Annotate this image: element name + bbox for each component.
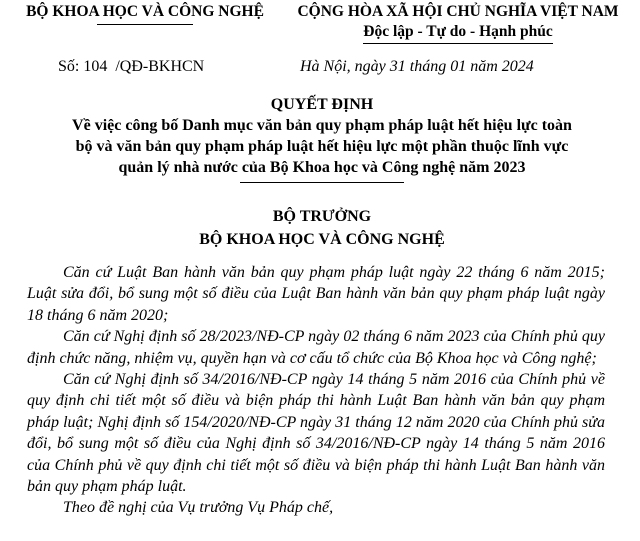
agency-underline	[97, 24, 193, 25]
document-number	[58, 58, 204, 76]
legal-basis-paragraph: Căn cứ Nghị định số 28/2023/NĐ-CP ngày 02 tháng 6 năm 2023 của Chính phủ quy định chức năng, nhiệm vụ, quyền hạn và cơ cấu tổ chức của Bộ Khoa học và Công nghệ;	[27, 328, 605, 367]
national-motto: Độc lập - Tự do - Hạnh phúc	[363, 22, 552, 44]
proposal-paragraph: Theo đề nghị của Vụ trưởng Vụ Pháp chế,	[63, 499, 334, 517]
minister-title: BỘ TRƯỞNG	[272, 208, 372, 225]
issuing-agency-name: BỘ KHOA HỌC VÀ CÔNG NGHỆ	[26, 3, 264, 20]
decision-title: QUYẾT ĐỊNH	[270, 96, 374, 113]
national-header	[278, 2, 638, 44]
minister-agency: BỘ KHOA HỌC VÀ CÔNG NGHỆ	[199, 231, 445, 248]
legal-basis-paragraph: Căn cứ Luật Ban hành văn bản quy phạm pháp luật ngày 22 tháng 6 năm 2015; Luật sửa đổi, bổ sung một số điều của Luật Ban hành văn bản quy phạm pháp luật ngày 18 tháng 6 năm 2020;	[27, 264, 605, 324]
legal-basis-paragraph: Căn cứ Nghị định số 34/2016/NĐ-CP ngày 14 tháng 5 năm 2016 của Chính phủ về quy định chi tiết một số điều và biện pháp thi hành Luật Ban hành văn bản quy phạm pháp luật; Nghị định số 154/2020/NĐ-CP ngày 31 tháng 12 năm 2020 của Chính phủ sửa đổi, bổ sung một số điều của Nghị định số 34/2016/NĐ-CP ngày 14 tháng 5 năm 2016 của Chính phủ về quy định chi tiết một số điều và biện pháp thi hành Luật Ban hành văn bản quy phạm pháp luật.	[27, 371, 605, 496]
decision-title-block	[20, 94, 624, 183]
legal-basis-section	[27, 262, 605, 519]
document-number-suffix: /QĐ-BKHCN	[115, 58, 205, 75]
title-underline	[240, 182, 404, 183]
decision-subject-line: Về việc công bố Danh mục văn bản quy phạm pháp luật hết hiệu lực toàn	[72, 117, 572, 134]
document-number-label: Số: 104	[58, 58, 108, 75]
issuing-agency-header	[22, 2, 268, 25]
decision-subject-line: bộ và văn bản quy phạm pháp luật hết hiệu lực một phần thuộc lĩnh vực	[75, 138, 569, 155]
place-and-date: Hà Nội, ngày 31 tháng 01 năm 2024	[300, 58, 534, 75]
decision-subject-line: quản lý nhà nước của Bộ Khoa học và Công nghệ năm 2023	[118, 159, 526, 176]
country-name: CỘNG HÒA XÃ HỘI CHỦ NGHĨA VIỆT NAM	[297, 3, 619, 20]
minister-heading	[20, 205, 624, 251]
